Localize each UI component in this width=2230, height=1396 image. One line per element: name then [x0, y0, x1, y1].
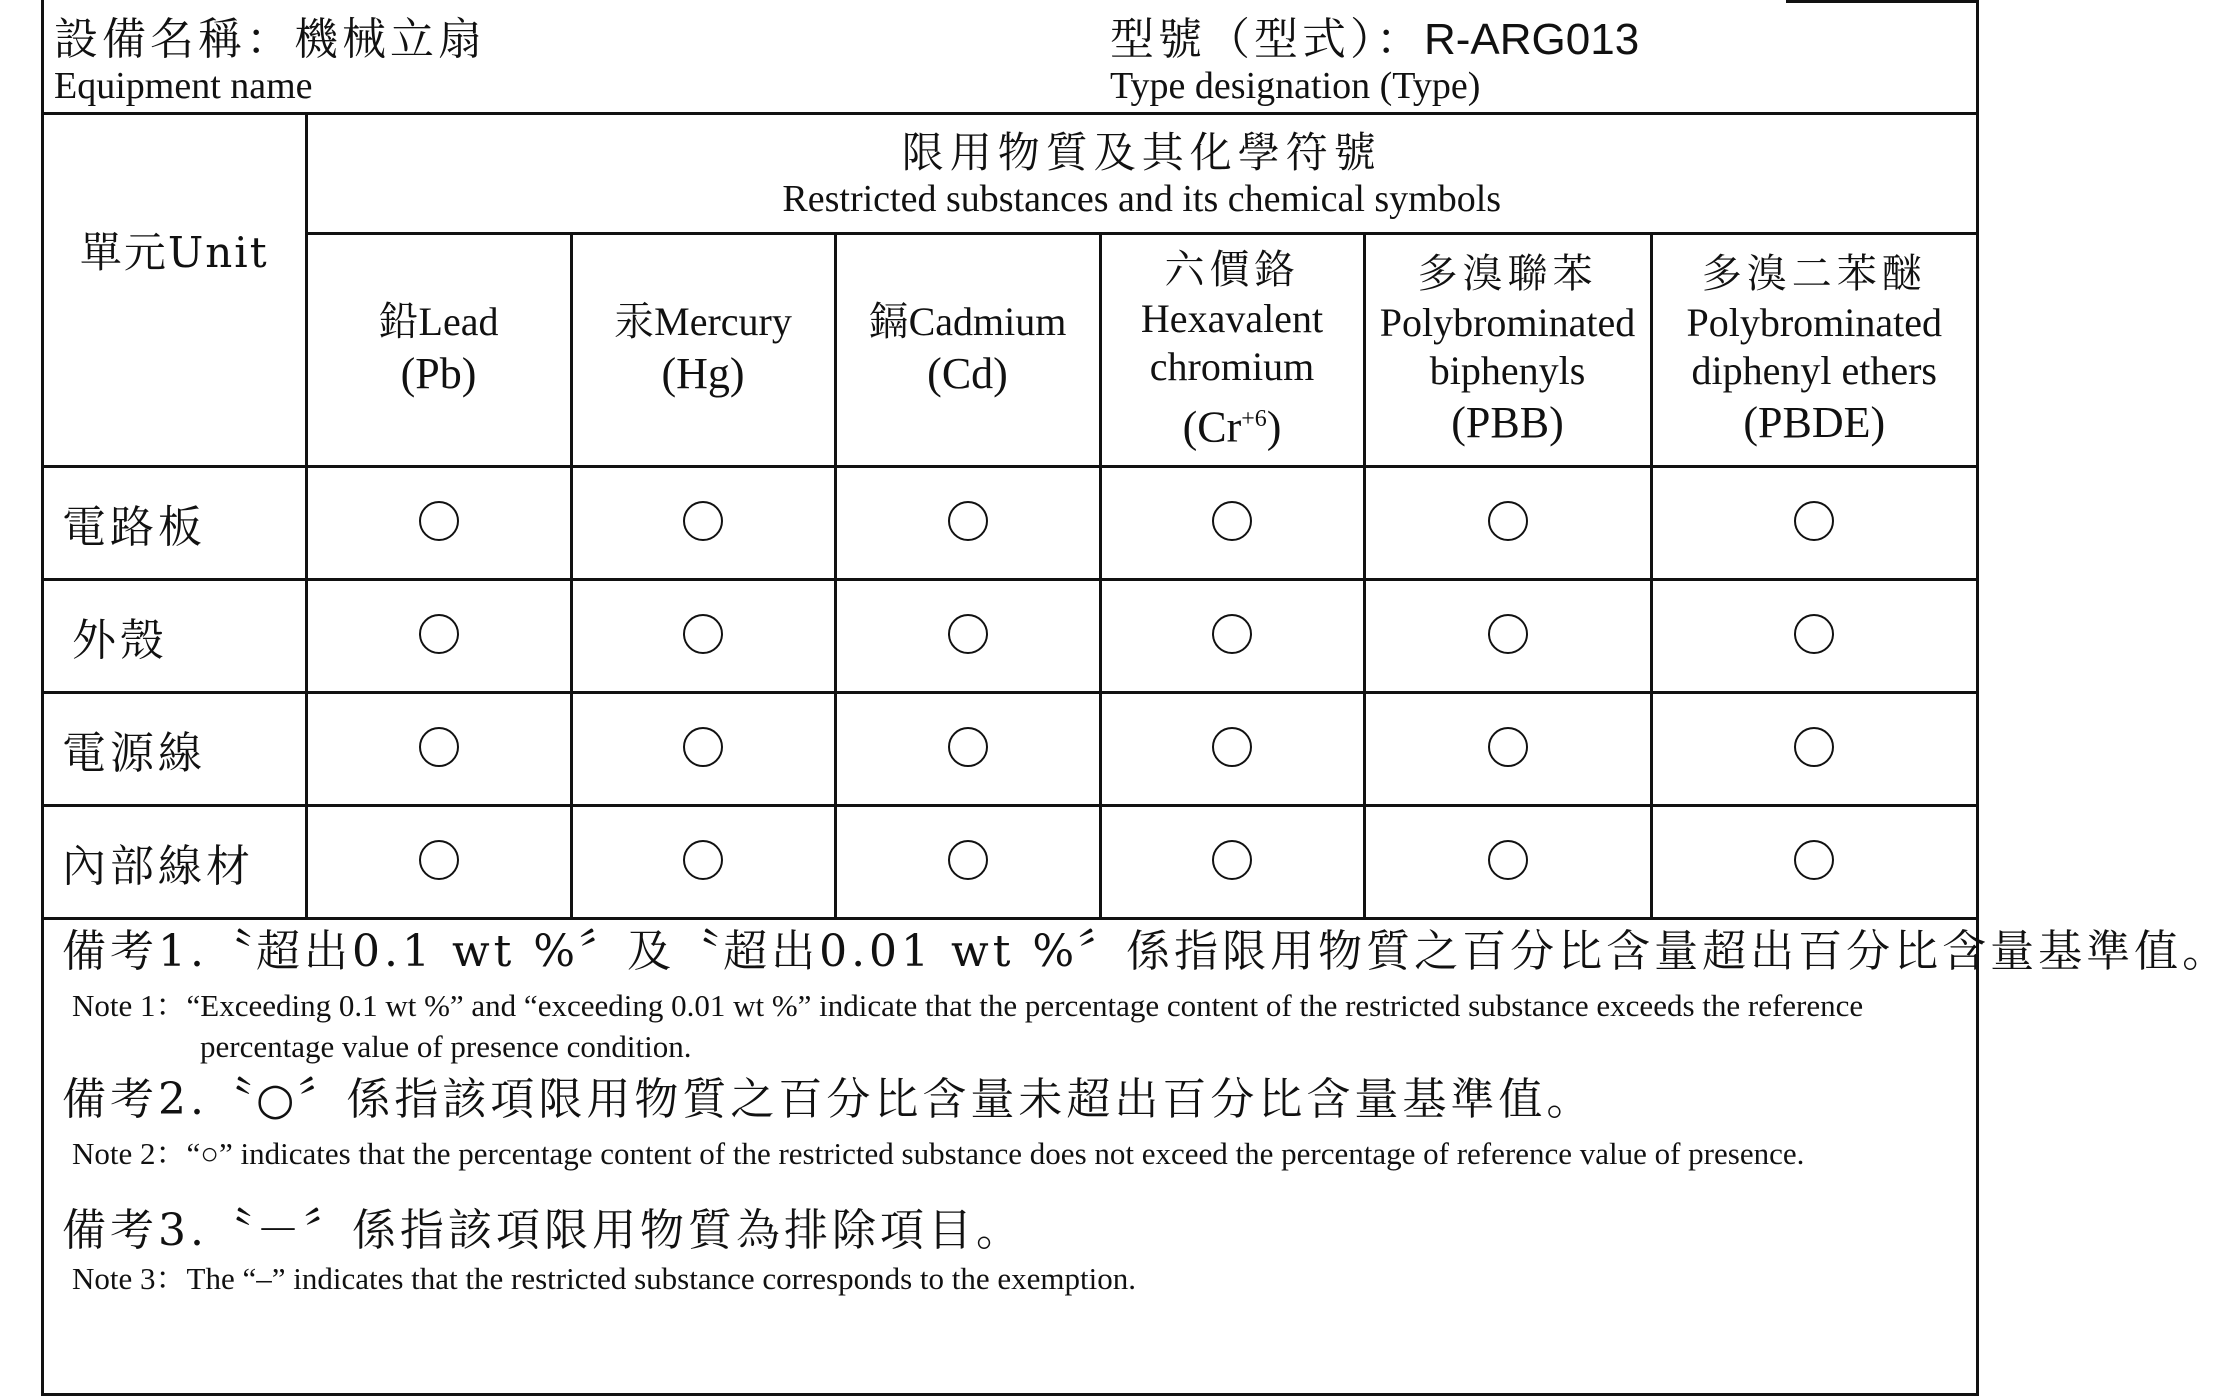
substances-title-en: Restricted substances and its chemical symbols: [782, 177, 1502, 220]
circle-mark: [1212, 501, 1252, 541]
circle-mark: [1488, 614, 1528, 654]
circle-mark: [948, 840, 988, 880]
pbde-en-1: Polybrominated: [1686, 300, 1943, 345]
note-2-zh: 備考2.〝○〞係指該項限用物質之百分比含量未超出百分比含量基準值。: [62, 1074, 1595, 1125]
model-number: R-ARG013: [1424, 15, 1640, 64]
circle-mark: [419, 501, 459, 541]
circle-mark: [1794, 614, 1834, 654]
row-label: 電路板: [44, 467, 306, 580]
table-row: [44, 467, 1976, 580]
equipment-name-block: [54, 14, 486, 106]
circle-mark: [1488, 501, 1528, 541]
col-header-hexavalent-chromium: [1100, 234, 1364, 467]
circle-mark: [419, 727, 459, 767]
note-1-zh: 備考1.〝超出0.1 wt %〞及〝超出0.01 wt %〞係指限用物質之百分比含量超出百分比含量基準值。: [62, 926, 2230, 977]
rohs-declaration-sheet: [41, 0, 2230, 1396]
cadmium-en: Cadmium: [908, 299, 1067, 344]
col-header-pbde: [1651, 234, 1976, 467]
type-label-en: Type designation (Type): [1110, 65, 1481, 107]
pbb-zh: 多溴聯苯: [1417, 251, 1598, 297]
pbde-en-2: diphenyl ethers: [1691, 348, 1937, 393]
col-header-pbb: [1364, 234, 1651, 467]
circle-mark: [683, 501, 723, 541]
chromium-symbol-open: (Cr: [1182, 402, 1242, 452]
col-header-cadmium: [835, 234, 1100, 467]
circle-mark: [1488, 840, 1528, 880]
top-border-fragment: [1786, 0, 1976, 3]
circle-mark: [948, 501, 988, 541]
circle-mark: [683, 840, 723, 880]
circle-mark: [419, 614, 459, 654]
type-label-zh: 型號（型式）：: [1110, 14, 1424, 65]
circle-mark: [1794, 840, 1834, 880]
row-label: 外殼: [44, 580, 306, 693]
cadmium-symbol: (Cd): [927, 349, 1008, 398]
table-row: [44, 693, 1976, 806]
circle-mark: [419, 840, 459, 880]
pbb-en-2: biphenyls: [1429, 348, 1586, 393]
circle-mark: [1794, 501, 1834, 541]
cadmium-zh: 鎘: [868, 299, 909, 344]
note-3-zh: 備考3.〝－〞係指該項限用物質為排除項目。: [62, 1205, 1024, 1256]
col-header-lead: [306, 234, 571, 467]
chromium-symbol-sup: +6: [1241, 405, 1267, 432]
equipment-label-zh: 設備名稱：機械立扇: [54, 14, 486, 65]
mercury-en: Mercury: [654, 299, 792, 344]
circle-mark: [683, 614, 723, 654]
circle-mark: [948, 727, 988, 767]
lead-symbol: (Pb): [400, 349, 477, 398]
chromium-zh: 六價鉻: [1164, 246, 1300, 293]
pbb-en-1: Polybrominated: [1379, 300, 1636, 345]
chromium-en-2: chromium: [1149, 343, 1315, 389]
unit-header: 單元Unit: [79, 228, 269, 277]
circle-mark: [1212, 614, 1252, 654]
unit-header-cell: [44, 114, 306, 467]
chromium-symbol-close: ): [1266, 402, 1282, 452]
circle-mark: [1212, 840, 1252, 880]
col-header-mercury: [571, 234, 835, 467]
chromium-en-1: Hexavalent: [1140, 295, 1324, 341]
restricted-substances-table: [44, 112, 1976, 920]
circle-mark: [683, 727, 723, 767]
circle-mark: [1488, 727, 1528, 767]
substances-title-zh: 限用物質及其化學符號: [901, 127, 1382, 177]
note-2-en: Note 2：“○” indicates that the percentage content of the restricted substance does not exceed the percentage of reference value of presence.: [72, 1136, 1805, 1171]
mercury-zh: 汞: [614, 299, 655, 344]
pbde-symbol: (PBDE): [1743, 398, 1886, 447]
lead-en: Lead: [418, 299, 499, 344]
table-row: [44, 806, 1976, 919]
substances-title-cell: [306, 114, 1976, 234]
pbb-symbol: (PBB): [1451, 398, 1564, 447]
circle-mark: [948, 614, 988, 654]
equipment-label-en: Equipment name: [54, 65, 313, 107]
type-designation-block: [1110, 14, 1639, 106]
circle-mark: [1794, 727, 1834, 767]
pbde-zh: 多溴二苯醚: [1701, 251, 1927, 297]
mercury-symbol: (Hg): [661, 349, 745, 398]
note-3-en: Note 3：The “–” indicates that the restricted substance corresponds to the exemption.: [72, 1261, 1136, 1296]
circle-mark: [1212, 727, 1252, 767]
row-label: 內部線材: [44, 806, 306, 919]
note-1-en: Note 1：“Exceeding 0.1 wt %” and “exceeding 0.01 wt %” indicate that the percentage content of the restricted substance exceeds the reference percentage value of presence condition.: [72, 988, 1864, 1064]
type-label-line: [1110, 14, 1639, 66]
lead-zh: 鉛: [378, 299, 419, 344]
table-row: [44, 580, 1976, 693]
row-label: 電源線: [44, 693, 306, 806]
chromium-symbol: [1102, 391, 1363, 456]
notes-section: [62, 925, 2230, 1299]
